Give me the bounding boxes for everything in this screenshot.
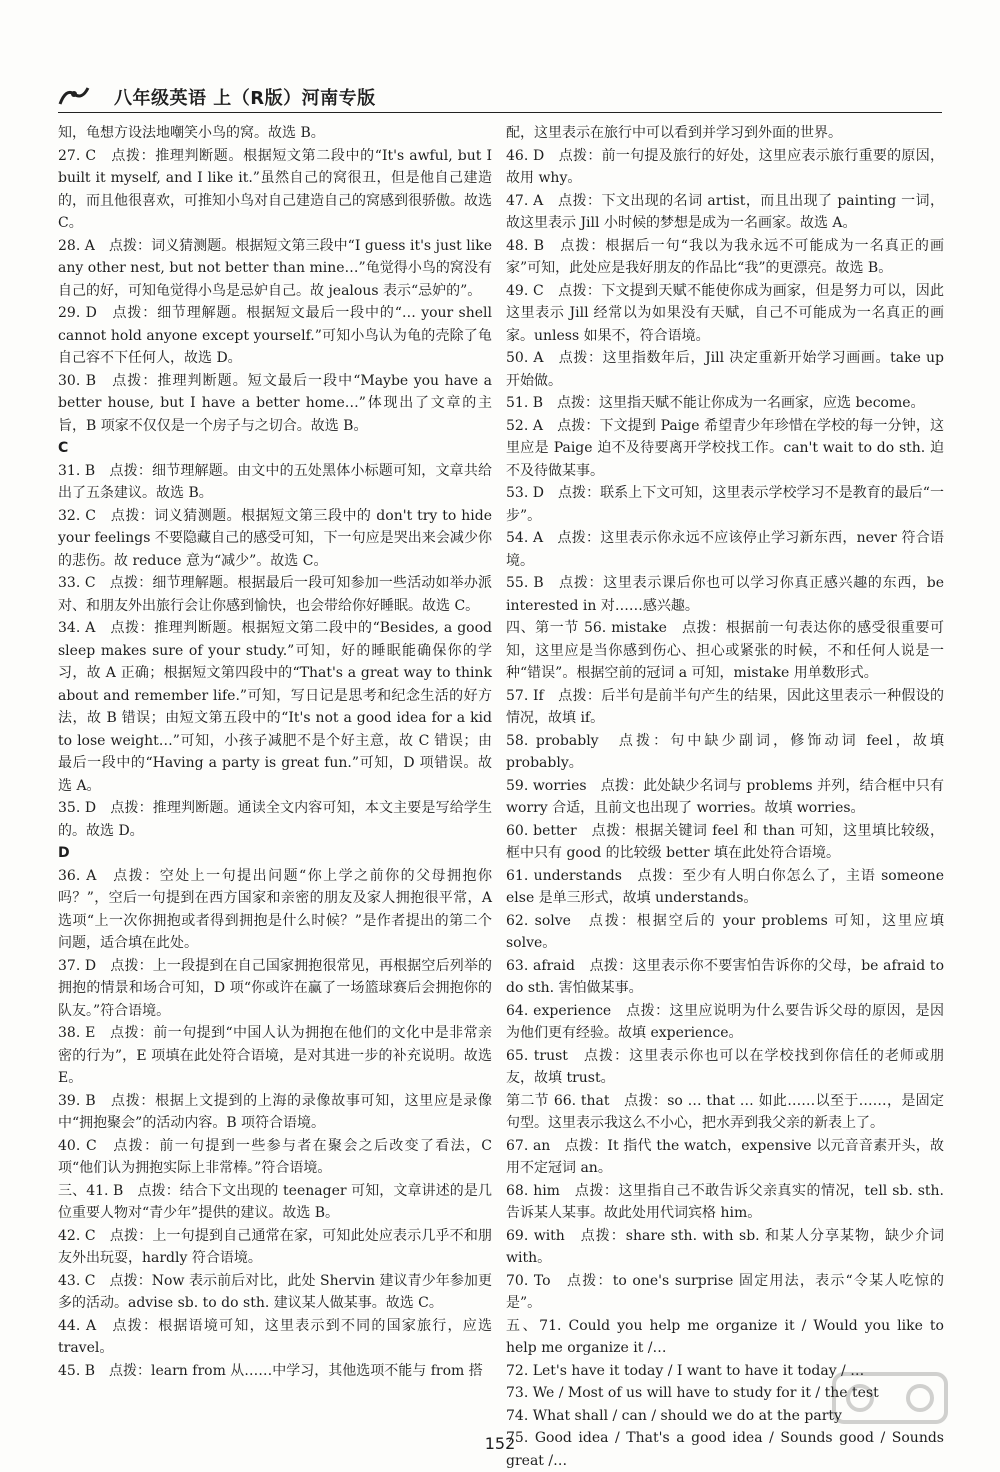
answer-item: 52. A 点拨：下文提到 Paige 希望青少年珍惜在学校的每一分钟，这里应是 Paige 迫不及待要离开学校找工作。can't wait to do sth. 迫不及待做某事。 <box>506 417 944 479</box>
answer-item: 55. B 点拨：这里表示课后你也可以学习你真正感兴趣的东西，be interested in 对……感兴趣。 <box>506 575 944 614</box>
answer-item: 57. If 点拨：后半句是前半句产生的结果，因此这里表示一种假设的情况，故填 if。 <box>506 687 944 726</box>
answer-item: 67. an 点拨：It 指代 the watch，expensive 以元音音素开头，故用不定冠词 an。 <box>506 1137 944 1176</box>
page-header <box>58 82 942 113</box>
answer-item: 34. A 点拨：推理判断题。根据短文第二段中的“Besides, a good sleep makes sure of your study.”可知，好的睡眠能确保你的学习，故 A 正确；根据短文第四段中的“That's a great way to think about and remember life.”可知，写日记是思考和纪念生活的好方法，故 B 错误；由短文第五段中的“It's not a good idea for a kid to lose weight…”可知，小孩子减肥不是个好主意，故 C 错误；由最后一段中的“Having a party is great fun.”可知，D 项错误。故选 A。 <box>58 620 492 794</box>
answer-item: 37. D 点拨：上一段提到在自己国家拥抱很常见，再根据空后列举的拥抱的情景和场合可知，D 项“你或许在赢了一场篮球赛后会拥抱你的队友。”符合语境。 <box>58 957 492 1019</box>
answer-item: 38. E 点拨：前一句提到“中国人认为拥抱在他们的文化中是非常亲密的行为”，E 项填在此处符合语境，是对其进一步的补充说明。故选 E。 <box>58 1025 492 1086</box>
answer-item: 配，这里表示在旅行中可以看到并学习到外面的世界。 <box>506 125 842 141</box>
answer-item: 28. A 点拨：词义猜测题。根据短文第三段中“I guess it's just like any other nest, but not better than mine…”龟觉得小鸟的窝没有自己的好，可知龟觉得小鸟是忌妒自己。故 jealous 表示“忌妒的”。 <box>58 237 492 299</box>
answer-item: 47. A 点拨：下文出现的名词 artist，而且出现了 painting 一词，故这里表示 Jill 小时候的梦想是成为一名画家。故选 A。 <box>506 192 944 231</box>
book-title: 八年级英语 上（R版）河南专版 <box>114 88 376 109</box>
answer-item: 63. afraid 点拨：这里表示你不要害怕告诉你的父母，be afraid to do sth. 害怕做某事。 <box>506 957 944 996</box>
answer-item: 四、第一节 56. mistake 点拨：根据前一句表达你的感受很重要可知，这里应是当你感到伤心、担心或紧张的时候，不和任何人说是一种“错误”。根据空前的冠词 a 可知，mistake 用单数形式。 <box>506 620 944 681</box>
answer-item: 五、71. Could you help me organize it / Would you like to help me organize it /… <box>506 1317 944 1356</box>
answer-item: 33. C 点拨：细节理解题。根据最后一段可知参加一些活动如举办派对、和朋友外出旅行会让你感到愉快，也会带给你好睡眠。故选 C。 <box>58 575 492 614</box>
answer-item: 27. C 点拨：推理判断题。根据短文第二段中的“It's awful, but I built it myself, and I like it.”虽然自己的窝很丑，但是他自己建造的，而且他很喜欢，可推知小鸟对自己建造自己的窝感到很骄傲。故选 C。 <box>58 147 492 231</box>
answer-item: 64. experience 点拨：这里应说明为什么要告诉父母的原因，是因为他们更有经验。故填 experience。 <box>506 1002 944 1041</box>
answer-item: 30. B 点拨：推理判断题。短文最后一段中“Maybe you have a better house, but I have a better home…”体现出了文章的主旨，B 项家不仅仅是一个房子与之切合。故选 B。 <box>58 372 492 434</box>
answer-item: 69. with 点拨：share sth. with sb. 和某人分享某物，缺少介词 with。 <box>506 1227 944 1266</box>
answer-item: 49. C 点拨：下文提到天赋不能使你成为画家，但是努力可以，因此这里表示 Jill 经常以为如果没有天赋，自己不可能成为一名真正的画家。unless 如果不，符合语境。 <box>506 282 944 344</box>
answer-item: 54. A 点拨：这里表示你永远不应该停止学习新东西，never 符合语境。 <box>506 530 944 569</box>
answer-item: 60. better 点拨：根据关键词 feel 和 than 可知，这里填比较级，框中只有 good 的比较级 better 填在此处符合语境。 <box>506 822 944 861</box>
answer-item: 42. C 点拨：上一句提到自己通常在家，可知此处应表示几乎不和朋友外出玩耍，hardly 符合语境。 <box>58 1227 492 1266</box>
answer-item: 58. probably 点拨：句中缺少副词，修饰动词 feel，故填 probably。 <box>506 732 944 771</box>
answer-item: 65. trust 点拨：这里表示你也可以在学校找到你信任的老师或朋友，故填 trust。 <box>506 1047 944 1086</box>
page-number: 152 <box>484 1434 516 1453</box>
answer-item: 31. B 点拨：细节理解题。由文中的五处黑体小标题可知，文章共给出了五条建议。故选 B。 <box>58 462 492 501</box>
answer-item: 40. C 点拨：前一句提到一些参与者在聚会之后改变了看法，C 项“他们认为拥抱实际上非常棒。”符合语境。 <box>58 1137 492 1176</box>
answer-item: 第二节 66. that 点拨：so … that … 如此……以至于……，是固定句型。这里表示我这么不小心，把水弄到我父亲的新表上了。 <box>506 1092 944 1131</box>
answer-item: 39. B 点拨：根据上文提到的上海的录像故事可知，这里应是录像中“拥抱聚会”的活动内容。B 项符合语境。 <box>58 1092 492 1131</box>
publisher-logo-icon <box>58 84 90 108</box>
answer-item: 48. B 点拨：根据后一句“我以为我永远不可能成为一名真正的画家”可知，此处应是我好朋友的作品比“我”的更漂亮。故选 B。 <box>506 237 944 276</box>
answer-column-left <box>58 122 492 1382</box>
answer-item: 50. A 点拨：这里指数年后，Jill 决定重新开始学习画画。take up 开始做。 <box>506 350 944 389</box>
answer-item: 73. We / Most of us will have to study for it / the test <box>506 1385 879 1401</box>
answer-item: 59. worries 点拨：此处缺少名词与 problems 并列，结合框中只有 worry 合适，且前文也出现了 worries。故填 worries。 <box>506 777 944 816</box>
section-heading: C <box>58 440 69 456</box>
answer-column-right <box>506 122 944 1472</box>
answer-item: 32. C 点拨：词义猜测题。根据短文第三段中的 don't try to hide your feelings 不要隐藏自己的感受可知，下一句应是哭出来会减少你的悲伤。故 reduce 意为“减少”。故选 C。 <box>58 507 492 569</box>
answer-item: 45. B 点拨：learn from 从……中学习，其他选项不能与 from 搭 <box>58 1362 483 1379</box>
answer-item: 72. Let's have it today / I want to have it today / … <box>506 1362 865 1379</box>
answer-item: 62. solve 点拨：根据空后的 your problems 可知，这里应填 solve。 <box>506 912 944 951</box>
answer-item: 知，龟想方设法地嘲笑小鸟的窝。故选 B。 <box>58 125 325 141</box>
answer-item: 36. A 点拨：空处上一句提出问题“你上学之前你的父母拥抱你吗？”，空后一句提到在西方国家和亲密的朋友及家人拥抱很平常，A 选项“上一次你拥抱或者得到拥抱是什么时候？”是作者提出的第二个问题，适合填在此处。 <box>58 867 492 951</box>
answer-item: 51. B 点拨：这里指天赋不能让你成为一名画家，应选 become。 <box>506 395 925 411</box>
answer-item: 53. D 点拨：联系上下文可知，这里表示学校学习不是教育的最后“一步”。 <box>506 485 944 524</box>
answer-item: 29. D 点拨：细节理解题。根据短文最后一段中的“… your shell cannot hold anyone except yourself.”可知小鸟认为龟的壳除了龟自己容不下任何人，故选 D。 <box>58 305 492 366</box>
answer-item: 68. him 点拨：这里指自己不敢告诉父亲真实的情况，tell sb. sth. 告诉某人某事。故此处用代词宾格 him。 <box>506 1182 944 1221</box>
watermark-stamp-icon <box>830 1370 950 1426</box>
answer-item: 70. To 点拨：to one's surprise 固定用法，表示“令某人吃惊的是”。 <box>506 1272 944 1311</box>
section-heading: D <box>58 845 70 861</box>
answer-item: 75. Good idea / That's a good idea / Sounds good / Sounds great /… <box>506 1430 944 1469</box>
answer-item: 46. D 点拨：前一句提及旅行的好处，这里应表示旅行重要的原因，故用 why。 <box>506 147 944 186</box>
answer-item: 74. What shall / can / should we do at the party <box>506 1407 842 1424</box>
answer-item: 44. A 点拨：根据语境可知，这里表示到不同的国家旅行，应选 travel。 <box>58 1317 492 1356</box>
answer-item: 43. C 点拨：Now 表示前后对比，此处 Shervin 建议青少年参加更多的活动。advise sb. to do sth. 建议某人做某事。故选 C。 <box>58 1272 492 1311</box>
answer-item: 35. D 点拨：推理判断题。通读全文内容可知，本文主要是写给学生的。故选 D。 <box>58 800 492 839</box>
answer-item: 61. understands 点拨：至少有人明白你怎么了，主语 someone else 是单三形式，故填 understands。 <box>506 867 944 906</box>
answer-item: 三、41. B 点拨：结合下文出现的 teenager 可知，文章讲述的是几位重要人物对“青少年”提供的建议。故选 B。 <box>58 1182 492 1221</box>
